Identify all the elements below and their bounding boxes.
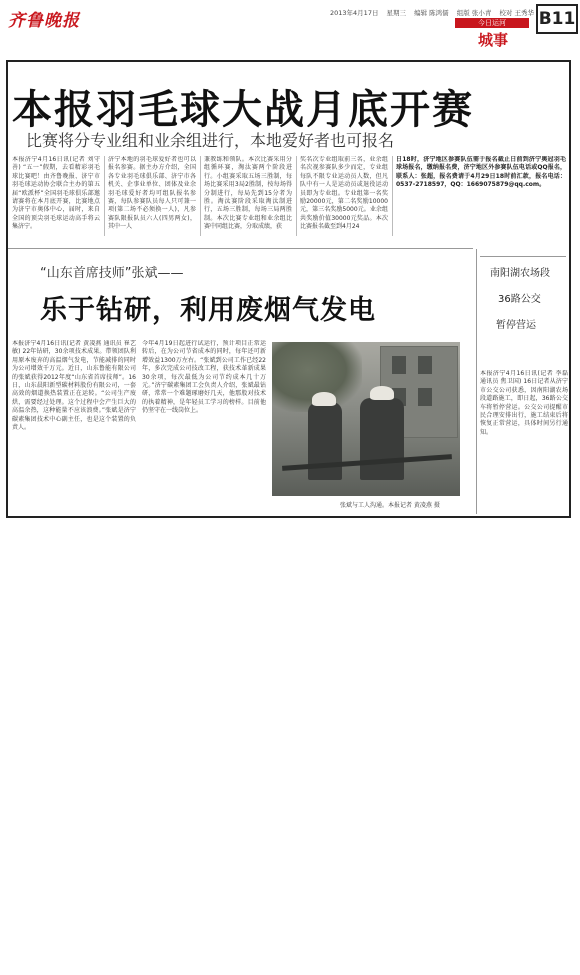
column-divider — [296, 156, 297, 236]
issue-editor: 编辑 陈鸿儒 — [414, 9, 449, 17]
badminton-column-5: 日18时，济宁地区参赛队伍需于报名截止日前到济宁奥冠羽毛球场报名，缴纳报名费，济宁地区外参赛队伍电话或QQ报名，联系人：张超，报名费请于4月29日18时前汇款，报名电话：0537-2718597，QQ：1669075879@qq.com。 — [396, 156, 566, 189]
badminton-column-4: 奖名次专业组取前三名，业余组名次视参赛队多少而定，专业组每队不限专业运动员人数，但凡队中有一人是运动员或退役运动员即为专业组。专业组第一名奖励20000元，第二名奖励10000元，第三名奖励5000元。业余组共奖励价值30000元奖品。本次比赛报名截至到4月24 — [300, 156, 388, 231]
column-divider — [104, 156, 105, 236]
badminton-subhead: 比赛将分专业组和业余组进行，本地爱好者也可报名 — [26, 131, 395, 150]
issue-proof: 校对 王秀华 — [499, 9, 534, 17]
technician-kicker: “山东首席技师”张斌—— — [40, 266, 184, 281]
bus-article-body: 本报济宁4月16日讯(记者 李磊 通讯员 焦卫国) 16日记者从济宁市公交公司获悉，因南阳湖农场段道路施工，即日起，36路公交车将暂停营运。公交公司提醒市民合理安排出行，施工结束后将恢复正常营运，具体时间另行通知。 — [480, 370, 568, 436]
badminton-column-2: 济宁本地的羽毛球爱好者也可以报名参赛。据主办方介绍，全国各专业羽毛球俱乐部、济宁市各机关、企事业单位、团体及业余羽毛球爱好者均可组队报名参赛，每队参赛队员每人只可兼一项(第二场不必须换一人)，凡参赛队限报队员六人(四男两女)，其中一人 — [108, 156, 196, 231]
badminton-column-3: 兼教练和领队。本次比赛采用分组循环赛，淘汰赛两个阶段进行。小组赛采取五场三胜制，每场比赛采用3局2胜制，按每场得分制进行，每局先到15分者为胜。淘汰赛阶段采取淘汰制进行，五场三胜制，每场三局两胜制。本次比赛专业组和业余组比赛中同组比赛，分取成绩，获 — [204, 156, 292, 231]
issue-weekday: 星期三 — [386, 9, 407, 17]
section-title: 城事 — [478, 31, 509, 49]
photo-caption: 张斌与工人沟通。本报记者 黄凌燕 摄 — [340, 502, 440, 509]
technician-column-1: 本报济宁4月16日讯(记者 黄凌燕 通讯员 崔艺敏) 22年钻研，30余项技术成果。带领团队利用原本废弃的高温烟气发电，节能减排的同时为公司增效千万元。近日，山东鲁能有限公司的张斌获得2012年度“山东省首席技师”。16日，山东晨阳新型碳材料股份有限公司，一套高效的烟道换热装置正在运转。“公司生产废烘，需要经过处理。这个过程中会产生巨大的高温余热，这种能量不应该浪费。”张斌是济宁碳素集团技术中心副主任，也是这个装置的负责人。 — [12, 340, 136, 432]
issue-date: 2013年4月17日 — [330, 9, 379, 17]
page-number: B11 — [536, 4, 578, 34]
column-divider — [200, 156, 201, 236]
section-tag: 今日运河 — [455, 18, 529, 28]
newspaper-logo: 齐鲁晚报 — [8, 11, 80, 31]
technician-headline: 乐于钻研，利用废烟气发电 — [40, 295, 376, 326]
badminton-headline: 本报羽毛球大战月底开赛 — [12, 87, 474, 133]
issue-designer: 组版 张小青 — [456, 9, 492, 17]
technician-column-2: 今年4月19日起进行试运行，预计项目正常运转后，在为公司节省成本的同时，每年还可新增效益1300万左右。“张斌到公司工作已经22年，多次完成公司技改工程，获技术革新成果30余项，每次最低为公司节约成本几十万元。”济宁碳素集团工会负责人介绍，张斌最钻研，常常一个难题琢磨好几天，他那股对技术的执着精神，是年轻员工学习的榜样。目前他仍坚守在一线岗位上。 — [142, 340, 266, 415]
news-photo — [272, 342, 460, 496]
bus-headline-3: 暂停营运 — [496, 320, 536, 331]
article-divider — [8, 248, 473, 249]
badminton-column-1: 本报济宁4月16日讯(记者 刘守善) “五一”假期，去看精彩羽毛球比赛吧！由齐鲁晚报、济宁市羽毛球运动协会联合主办的第五届“欧派杯”全国羽毛球俱乐部邀请赛将在本月底开赛，比赛地点为济宁市奥体中心，届时，来自全国的顶尖羽毛球运动高手将云集济宁。 — [12, 156, 100, 231]
column-divider — [392, 156, 393, 236]
bus-headline-2: 36路公交 — [498, 294, 541, 305]
bus-headline-1: 南阳湖农场段 — [490, 268, 550, 279]
sidebar-divider — [476, 249, 477, 514]
issue-meta — [330, 8, 540, 17]
